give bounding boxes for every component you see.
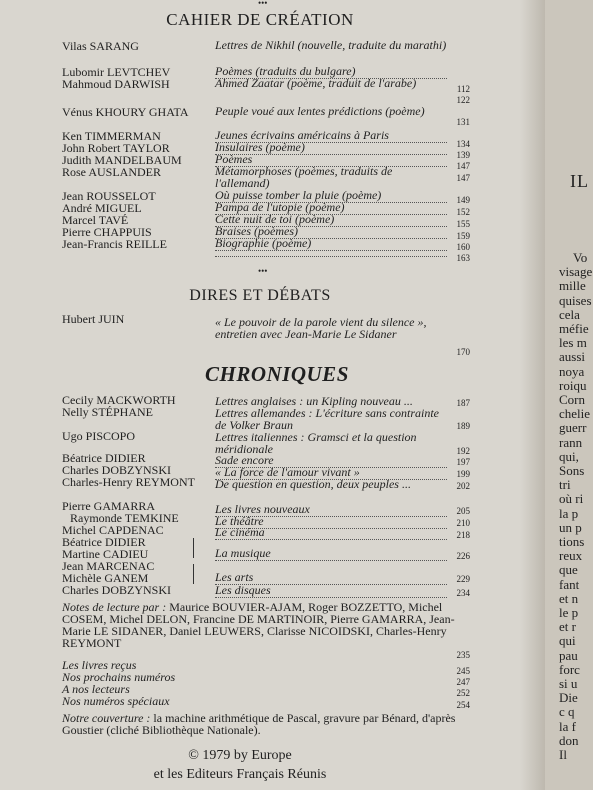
facing-line-fragment: reux — [559, 548, 583, 564]
facing-line-fragment: le p — [559, 605, 579, 620]
facing-line-fragment: les m — [559, 335, 587, 351]
toc-author: Pierre GAMARRA — [62, 499, 155, 513]
toc-title: Les arts — [215, 572, 447, 585]
facing-line-fragment: rann — [559, 434, 583, 450]
toc-page: 199 — [456, 469, 470, 479]
toc-page: 149 — [456, 195, 470, 205]
toc-page: 234 — [456, 588, 470, 598]
toc-title: Lettres italiennes : Gramsci et la question méridionale — [215, 430, 417, 456]
toc-author: Charles DOBZYNSKI — [62, 463, 171, 477]
toc-title: Jeunes écrivains américains à Paris — [215, 130, 447, 143]
facing-line-fragment: Die — [559, 690, 578, 706]
toc-page: 155 — [456, 219, 470, 229]
toc-title: Poèmes (traduits du bulgare) — [215, 66, 447, 79]
brace-line — [193, 538, 194, 558]
toc-title: Les livres nouveaux — [215, 504, 447, 517]
toc-author: Jean ROUSSELOT — [62, 189, 156, 203]
toc-author: André MIGUEL — [62, 201, 142, 215]
toc-title: Biographie (poème) — [215, 238, 447, 251]
toc-page: 147 — [456, 173, 470, 183]
facing-line-fragment: la f — [559, 718, 576, 734]
toc-page: 202 — [456, 481, 470, 491]
toc-title: Le théâtre — [215, 516, 447, 529]
toc-page: 112 — [456, 84, 470, 94]
facing-line-fragment: aussi — [559, 349, 585, 365]
toc-page: 245 — [456, 666, 470, 676]
copyright-line2: et les Editeurs Français Réunis — [153, 767, 327, 782]
toc-title: Insulaires (poème) — [215, 142, 447, 155]
heading-dires: DIRES ET DÉBATS — [189, 287, 331, 304]
facing-line-fragment: guerr — [559, 420, 587, 436]
notes-de-lecture — [62, 601, 472, 649]
facing-line-fragment: qui, — [559, 448, 579, 464]
toc-author: Rose AUSLANDER — [62, 165, 162, 179]
toc-title: Pampa de l'utopie (poème) — [215, 202, 447, 215]
toc-author: Michèle GANEM — [62, 571, 149, 585]
facing-line-fragment: chelie — [559, 406, 591, 422]
toc-title: « La force de l'amour vivant » — [215, 467, 447, 480]
toc-title: Cette nuit de toi (poème) — [215, 214, 447, 227]
toc-page: 197 — [456, 457, 470, 467]
toc-page: 170 — [456, 347, 470, 357]
toc-author: Mahmoud DARWISH — [62, 77, 170, 91]
toc-page: 235 — [456, 650, 470, 660]
toc-title: Le cinéma — [215, 527, 447, 540]
toc-page: 205 — [456, 506, 470, 516]
toc-title — [215, 250, 447, 257]
toc-author: Ken TIMMERMAN — [62, 129, 161, 143]
toc-page: 159 — [456, 231, 470, 241]
facing-line-fragment: tri — [559, 477, 571, 493]
toc-author: Ugo PISCOPO — [62, 429, 136, 443]
toc-author: Béatrice DIDIER — [62, 535, 146, 549]
toc-author: Nelly STÉPHANE — [62, 405, 153, 419]
facing-heading: IL — [570, 171, 589, 191]
toc-title: Poèmes — [215, 154, 447, 167]
toc-page: 226 — [456, 551, 470, 561]
facing-line-fragment: Sons — [559, 463, 585, 478]
facing-line-fragment: roiqu — [559, 377, 587, 393]
brace-line — [193, 564, 194, 584]
toc-title: De question en question, deux peuples ... — [215, 477, 411, 491]
toc-author: Charles DOBZYNSKI — [62, 583, 171, 597]
toc-title: Lettres allemandes : L'écriture sans contrainte de Volker Braun — [215, 406, 439, 432]
facing-line-fragment: Il — [559, 747, 567, 762]
toc-page: 160 — [456, 242, 470, 252]
facing-line-fragment: qui — [559, 633, 576, 649]
toc-title: Métamorphoses (poèmes, traduits de l'allemand) — [215, 164, 393, 190]
toc-page: 218 — [456, 530, 470, 540]
facing-line-fragment: cela — [559, 306, 580, 322]
facing-line-fragment: la p — [559, 505, 579, 521]
facing-line-fragment: quises — [559, 292, 592, 308]
facing-line-fragment: si u — [559, 676, 578, 691]
toc-author: Vénus KHOURY GHATA — [62, 105, 189, 119]
cover-label: Notre couverture : — [62, 711, 151, 725]
misc-item: A nos lecteurs — [62, 682, 130, 696]
cover-text: la machine arithmétique de Pascal, gravure par Bénard, d'après Goustier (cliché Bibliothèque Nationale). — [62, 711, 456, 737]
toc-title: Peuple voué aux lentes prédictions (poème) — [215, 104, 425, 118]
toc-author: Michel CAPDENAC — [62, 523, 164, 537]
facing-line-fragment: forc — [559, 661, 580, 677]
toc-author: Béatrice DIDIER — [62, 451, 146, 465]
facing-line-fragment: que — [559, 562, 578, 578]
separator-top: ••• — [258, 0, 268, 8]
facing-line-fragment: visage — [559, 264, 593, 280]
facing-line-fragment: et r — [559, 619, 576, 635]
toc-page: 252 — [456, 688, 470, 698]
toc-page: 122 — [456, 95, 470, 105]
facing-line-fragment: méfie — [559, 321, 589, 336]
toc-title: Lettres de Nikhil (nouvelle, traduite du marathi) — [215, 38, 447, 52]
toc-title: Braises (poèmes) — [215, 226, 447, 239]
toc-page: 163 — [456, 253, 470, 263]
facing-line-fragment: tions — [559, 534, 585, 549]
toc-author: Martine CADIEU — [62, 547, 149, 561]
toc-author: John Robert TAYLOR — [62, 141, 170, 155]
toc-page: 192 — [456, 446, 470, 456]
toc-title: Les disques — [215, 585, 447, 598]
toc-title: Sade encore — [215, 455, 447, 468]
facing-line-fragment: où ri — [559, 491, 584, 507]
facing-line-fragment: pau — [559, 647, 578, 663]
facing-line-fragment: mille — [559, 278, 586, 294]
toc-page: 187 — [456, 398, 470, 408]
misc-item: Nos numéros spéciaux — [62, 694, 170, 708]
facing-line-fragment: Corn — [559, 392, 585, 407]
facing-line-fragment: c q — [559, 704, 575, 720]
heading-chroniques: CHRONIQUES — [205, 362, 349, 386]
toc-page: 189 — [456, 421, 470, 431]
toc-page: 147 — [456, 161, 470, 171]
facing-line-fragment: un p — [559, 519, 582, 535]
toc-author: Lubomir LEVTCHEV — [62, 65, 171, 79]
toc-page: 229 — [456, 574, 470, 584]
toc-author: Hubert JUIN — [62, 312, 125, 326]
copyright-line1: © 1979 by Europe — [188, 748, 292, 763]
toc-title: Lettres anglaises : un Kipling nouveau ... — [215, 394, 413, 408]
facing-page — [545, 0, 593, 790]
facing-line-fragment: fant — [559, 576, 580, 592]
facing-line-fragment: noya — [559, 363, 585, 379]
toc-author: Pierre CHAPPUIS — [62, 225, 152, 239]
separator-middle: ••• — [258, 266, 268, 276]
toc-title: La musique — [215, 548, 447, 561]
toc-page: 131 — [456, 117, 470, 127]
toc-author: Judith MANDELBAUM — [62, 153, 182, 167]
notes-text: Maurice BOUVIER-AJAM, Roger BOZZETTO, Michel COSEM, Michel DELON, Francine DE MARTINOIR, Pierre GAMARRA, Jean-Marie LE SIDANER, Daniel LEUWERS, Clarisse NICOIDSKI, Charles-Henry REYMONT — [62, 600, 455, 650]
toc-author: Jean-Francis REILLE — [62, 237, 167, 251]
facing-line-fragment: Vo — [573, 250, 588, 265]
toc-author: Vilas SARANG — [62, 39, 139, 53]
toc-author: Cecily MACKWORTH — [62, 393, 176, 407]
facing-line-fragment: don — [559, 732, 579, 748]
toc-title: « Le pouvoir de la parole vient du silence », entretien avec Jean-Marie Le Sidaner — [215, 315, 427, 341]
toc-page: 210 — [456, 518, 470, 528]
toc-author: Marcel TAVÉ — [62, 213, 129, 227]
page-gutter — [520, 0, 545, 790]
toc-title: Ahmed Zaatar (poème, traduit de l'arabe) — [215, 76, 417, 90]
notes-label: Notes de lecture par : — [62, 600, 167, 614]
toc-author: Jean MARCENAC — [62, 559, 155, 573]
toc-page: 152 — [456, 207, 470, 217]
cover-note — [62, 712, 472, 736]
toc-title: Où puisse tomber la pluie (poème) — [215, 190, 447, 203]
toc-author: Charles-Henry REYMONT — [62, 475, 195, 489]
misc-item: Les livres reçus — [62, 658, 137, 672]
toc-page: 139 — [456, 150, 470, 160]
toc-page: 254 — [456, 700, 470, 710]
misc-item: Nos prochains numéros — [62, 670, 176, 684]
toc-author: Raymonde TEMKINE — [70, 511, 179, 525]
facing-line-fragment: et n — [559, 590, 579, 606]
heading-cahier: CAHIER DE CRÉATION — [166, 10, 354, 29]
toc-page: 247 — [456, 677, 470, 687]
toc-page: 134 — [456, 139, 470, 149]
